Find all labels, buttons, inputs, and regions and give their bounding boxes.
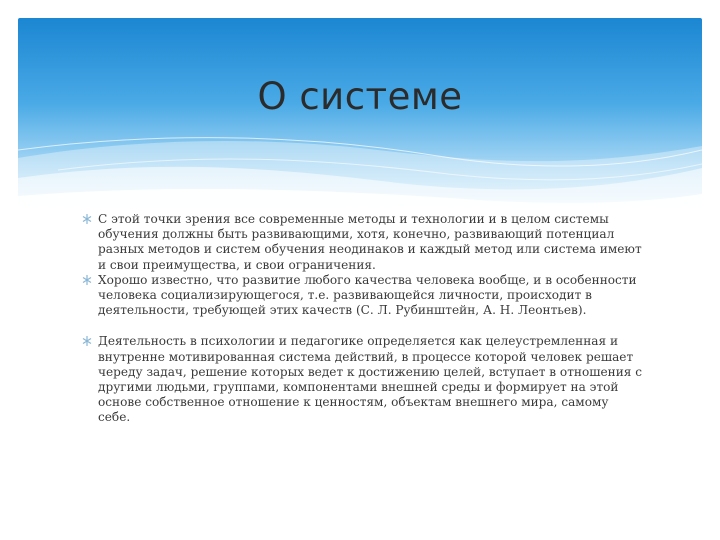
bullet-star-icon: [82, 335, 92, 347]
bullet-text: Хорошо известно, что развитие любого качества человека вообще, и в особенности человека социализирующегося, т.е. развивающейся личности, происходит в деятельности, требующей этих качеств (С. Л. Рубинштейн, А. Н. Леонтьев).: [98, 272, 637, 318]
list-item: [82, 334, 642, 425]
bullet-text: С этой точки зрения все современные методы и технологии и в целом системы обучения должны быть развивающими, хотя, конечно, развивающий потенциал разных методов и систем обучения неодинаков и каждый метод или система имеют и свои преимущества, и свои ограничения.: [98, 212, 642, 272]
bullet-star-icon: [82, 213, 92, 225]
list-item: [82, 212, 642, 273]
list-item: [82, 273, 642, 319]
bullet-list: [82, 212, 642, 426]
page-title: О системе: [257, 75, 463, 118]
bullet-text: Деятельность в психологии и педагогике определяется как целеустремленная и внутренне мотивированная система действий, в процессе которой человек решает череду задач, решение которых ведет к достижению целей, вступает в отношения с другими людьми, группами, компонентами внешней среды и формирует на этой основе собственное отношение к ценностям, объектам внешнего мира, самому себе.: [98, 334, 643, 425]
spacer: [82, 318, 642, 334]
bullet-star-icon: [82, 274, 92, 286]
slide-header: [18, 18, 702, 208]
